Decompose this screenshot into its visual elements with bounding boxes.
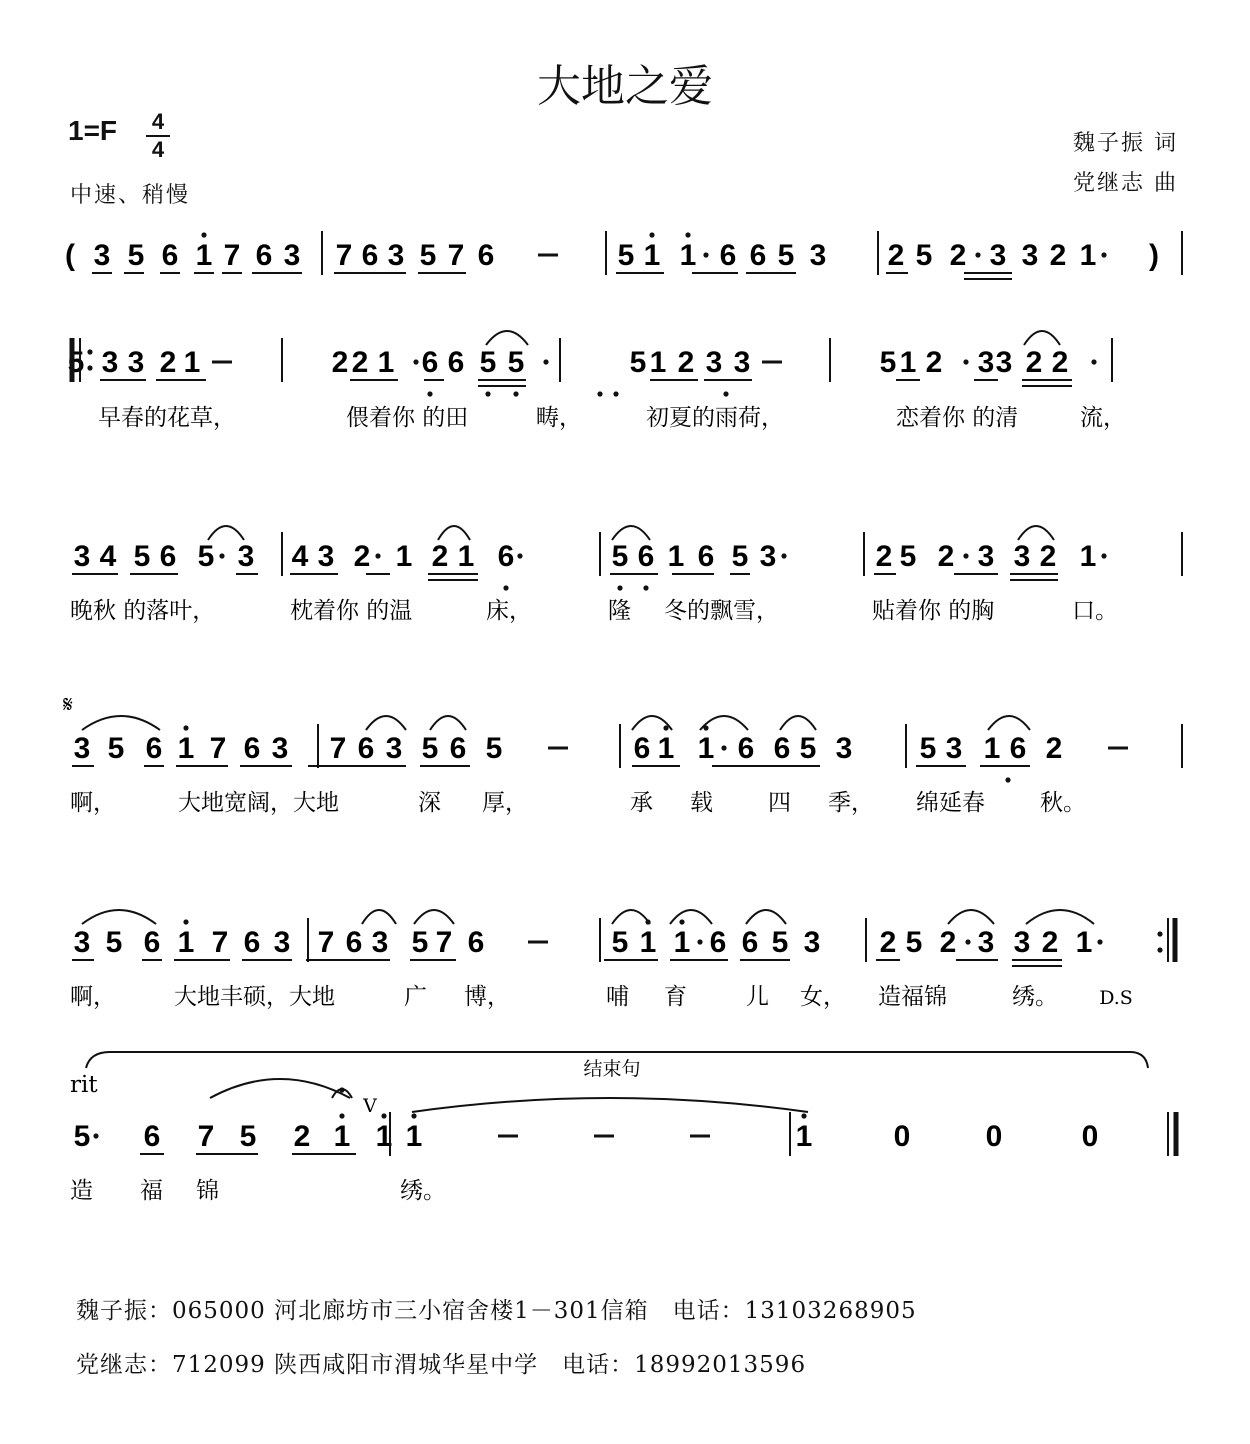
note: 5: [479, 346, 497, 379]
note: 6: [497, 540, 515, 573]
note-high-1: 1: [177, 926, 195, 959]
note: 2: [293, 1120, 311, 1153]
note: 1: [183, 346, 201, 379]
note: 7: [211, 926, 229, 959]
note: 5: [419, 239, 437, 272]
note: 6: [447, 346, 465, 379]
note: 5: [915, 239, 933, 272]
octave-dot-above: [649, 232, 654, 237]
note: 3: [759, 540, 777, 573]
note: 5: [507, 346, 525, 379]
lyric: 大地宽阔，大地: [178, 790, 339, 816]
note: 3: [995, 346, 1013, 379]
note: 3: [387, 239, 405, 272]
note: 5: [799, 732, 817, 765]
note: 2: [1051, 346, 1069, 379]
slur: [438, 526, 470, 540]
note-high-1: 1: [795, 1120, 813, 1153]
ds-marking: D.S: [1099, 987, 1133, 1009]
note: 2: [1025, 346, 1043, 379]
lyric: 绣。: [1012, 984, 1058, 1010]
note: 2: [949, 239, 967, 272]
slur: [82, 910, 156, 924]
note: 3: [1013, 540, 1031, 573]
note: 5: [107, 732, 125, 765]
slur: [612, 910, 650, 924]
paren: (: [65, 239, 75, 272]
note: 5: [67, 346, 85, 379]
lyric: 深: [418, 790, 441, 816]
time-signature-top: 4: [151, 109, 165, 134]
note: 6: [773, 732, 791, 765]
note: 2: [1041, 926, 1059, 959]
note: 2: [1049, 239, 1067, 272]
slur: [414, 910, 454, 924]
note: 6: [161, 239, 179, 272]
note: 5: [905, 926, 923, 959]
note: 3: [271, 732, 289, 765]
slur: [362, 910, 396, 924]
note-high-1: 1: [639, 926, 657, 959]
note: 3: [273, 926, 291, 959]
note: 6: [697, 540, 715, 573]
augmentation-dot: [963, 359, 968, 364]
note: 3: [977, 926, 995, 959]
lyric: 厚，: [482, 790, 528, 816]
octave-dot-above: [183, 725, 188, 730]
note: 2: [159, 346, 177, 379]
slur: [1018, 526, 1054, 540]
slur: [486, 331, 528, 345]
augmentation-dot: [517, 553, 522, 558]
octave-dot-above: [679, 919, 684, 924]
note: 3: [989, 239, 1007, 272]
augmentation-dot: [219, 553, 224, 558]
note: 6: [741, 926, 759, 959]
note: 5: [485, 732, 503, 765]
lyric: 绵延春: [916, 790, 985, 816]
slur: [670, 910, 712, 924]
note: 2: [677, 346, 695, 379]
note: 5: [629, 346, 647, 379]
octave-dot-below: [613, 391, 618, 396]
augmentation-dot: [703, 252, 708, 257]
lyric: 绣。: [400, 1178, 446, 1204]
octave-dot-above: [339, 1113, 344, 1118]
note: 7: [209, 732, 227, 765]
slur: [430, 716, 466, 730]
lyric: 造: [70, 1178, 93, 1204]
lyric: 啊，: [70, 790, 116, 816]
note: 3: [237, 540, 255, 573]
slur: [366, 716, 406, 730]
lyric: 冬的飘雪，: [664, 598, 779, 624]
augmentation-dot: [1101, 553, 1106, 558]
note: 6: [345, 926, 363, 959]
lyric: 育: [664, 984, 687, 1010]
lyric: 博，: [464, 984, 510, 1010]
note-high-1: 1: [697, 732, 715, 765]
lyric: 福: [140, 1178, 163, 1204]
tempo-marking: 中速、稍慢: [70, 183, 191, 208]
augmentation-dot: [93, 1133, 98, 1138]
note: 1: [983, 732, 1001, 765]
lyric: 载: [690, 790, 713, 816]
slur: [210, 1079, 350, 1098]
octave-dot-below: [485, 391, 490, 396]
breath-mark: V: [363, 1095, 377, 1117]
note-high-1: 1: [657, 732, 675, 765]
note: 6: [243, 732, 261, 765]
lyric: 床，: [486, 598, 532, 624]
note: 7: [317, 926, 335, 959]
note: 3: [705, 346, 723, 379]
note: 1: [899, 346, 917, 379]
lyric: 晚秋 的落叶，: [70, 598, 216, 624]
note: 5: [127, 239, 145, 272]
octave-dot-below: [513, 391, 518, 396]
note: 7: [329, 732, 347, 765]
lyric: 早春的花草，: [98, 405, 236, 431]
note: 2: [1045, 732, 1063, 765]
note: 3: [835, 732, 853, 765]
note: 4: [291, 540, 309, 573]
note: 2: [1039, 540, 1057, 573]
note: 3: [371, 926, 389, 959]
note-high-1: 1: [643, 239, 661, 272]
note: 3: [945, 732, 963, 765]
note: 5: [611, 540, 629, 573]
augmentation-dot: [697, 939, 702, 944]
note: 3: [283, 239, 301, 272]
octave-dot-above: [411, 1113, 416, 1118]
note: 3: [73, 732, 91, 765]
augmentation-dot: [413, 359, 418, 364]
note: 5: [731, 540, 749, 573]
note: 5: [133, 540, 151, 573]
lyric: 啊，: [70, 984, 116, 1010]
composer-credit: 党继志 曲: [1073, 171, 1178, 196]
note: 5: [105, 926, 123, 959]
octave-dot-above: [201, 232, 206, 237]
octave-dot-below: [503, 585, 508, 590]
repeat-dot: [1157, 947, 1162, 952]
augmentation-dot: [1101, 252, 1106, 257]
note: 0: [1081, 1120, 1099, 1153]
note: 5: [919, 732, 937, 765]
note: 6: [749, 239, 767, 272]
note: 5: [617, 239, 635, 272]
slur: [948, 910, 994, 924]
note-high-1: 1: [375, 1120, 393, 1153]
note: 5: [899, 540, 917, 573]
note: 3: [73, 926, 91, 959]
note: 5: [411, 926, 429, 959]
note: 6: [737, 732, 755, 765]
note: 3: [101, 346, 119, 379]
slur: [1026, 910, 1094, 924]
segno-sign: 𝄋: [63, 692, 73, 718]
note: 6: [709, 926, 727, 959]
note: 6: [159, 540, 177, 573]
lyric: 偎着你 的田: [346, 405, 469, 431]
note: 3: [127, 346, 145, 379]
augmentation-dot: [963, 553, 968, 558]
lyric: 锦: [196, 1178, 219, 1204]
octave-dot-below: [617, 585, 622, 590]
slur: [988, 716, 1030, 730]
lyric: 秋。: [1040, 790, 1086, 816]
lyric: 大地丰硕，大地: [174, 984, 335, 1010]
note: 4: [99, 540, 117, 573]
note: 2: [351, 346, 369, 379]
note: 6: [361, 239, 379, 272]
note: 2: [925, 346, 943, 379]
octave-dot-below: [1005, 777, 1010, 782]
note: 6: [467, 926, 485, 959]
note: 6: [145, 732, 163, 765]
note-high-1: 1: [673, 926, 691, 959]
note: 3: [385, 732, 403, 765]
key-signature: 1=F: [68, 115, 118, 146]
note: 2: [331, 346, 349, 379]
note: 6: [255, 239, 273, 272]
octave-dot-below: [427, 391, 432, 396]
note: 1: [395, 540, 413, 573]
note: 3: [803, 926, 821, 959]
lyric: 恋着你 的清: [896, 405, 1019, 431]
augmentation-dot: [375, 553, 380, 558]
note: 1: [1079, 540, 1097, 573]
lyric: 儿: [746, 984, 769, 1010]
note: 3: [809, 239, 827, 272]
octave-dot-above: [381, 1113, 386, 1118]
note: 7: [335, 239, 353, 272]
lyric: 哺: [606, 984, 629, 1010]
note: 6: [719, 239, 737, 272]
time-signature-bottom: 4: [151, 137, 165, 162]
slur: [82, 716, 160, 730]
lyric: 贴着你 的胸: [872, 598, 995, 624]
ending-label: 结束句: [583, 1058, 641, 1080]
note: 5: [197, 540, 215, 573]
lyric: 季，: [828, 790, 874, 816]
augmentation-dot: [1091, 359, 1096, 364]
lyric: 广: [404, 984, 427, 1010]
octave-dot-below: [643, 585, 648, 590]
lyric: 造福锦: [878, 984, 947, 1010]
octave-dot-below: [597, 391, 602, 396]
note: 5: [421, 732, 439, 765]
note: 2: [937, 540, 955, 573]
note: 6: [1009, 732, 1027, 765]
contact-lyricist: 魏子振：065000 河北廊坊市三小宿舍楼1－301信箱 电话：13103268905: [76, 1298, 917, 1324]
octave-dot-above: [801, 1113, 806, 1118]
repeat-dot: [87, 349, 92, 354]
page-title: 大地之爱: [537, 61, 713, 112]
paren: ): [1149, 239, 1159, 272]
note: 3: [977, 346, 995, 379]
augmentation-dot: [781, 553, 786, 558]
note: 0: [893, 1120, 911, 1153]
slur: [780, 716, 816, 730]
note: 3: [73, 540, 91, 573]
note: 5: [73, 1120, 91, 1153]
note: 2: [879, 926, 897, 959]
note: 5: [771, 926, 789, 959]
repeat-dot: [87, 365, 92, 370]
note-high-1: 1: [679, 239, 697, 272]
repeat-dot: [1157, 931, 1162, 936]
augmentation-dot: [965, 939, 970, 944]
note-high-1: 1: [177, 732, 195, 765]
octave-dot-above: [685, 232, 690, 237]
note: 7: [435, 926, 453, 959]
note-high-1: 1: [195, 239, 213, 272]
note: 3: [1021, 239, 1039, 272]
note: 6: [143, 1120, 161, 1153]
note: 6: [477, 239, 495, 272]
note: 3: [733, 346, 751, 379]
octave-dot-above: [183, 919, 188, 924]
slur: [208, 526, 244, 540]
lyric: 女，: [800, 984, 846, 1010]
note: 6: [143, 926, 161, 959]
note: 6: [357, 732, 375, 765]
note: 1: [1079, 239, 1097, 272]
note: 1: [649, 346, 667, 379]
note: 3: [93, 239, 111, 272]
note: 0: [985, 1120, 1003, 1153]
lyric: 流，: [1080, 405, 1126, 431]
note: 6: [633, 732, 651, 765]
lyric: 初夏的雨荷，: [646, 405, 784, 431]
augmentation-dot: [975, 252, 980, 257]
augmentation-dot: [1097, 939, 1102, 944]
note: 2: [353, 540, 371, 573]
note: 6: [243, 926, 261, 959]
note: 7: [197, 1120, 215, 1153]
lyric: 枕着你 的温: [290, 598, 413, 624]
note: 1: [1075, 926, 1093, 959]
contact-composer: 党继志：712099 陕西咸阳市渭城华星中学 电话：18992013596: [76, 1352, 807, 1378]
note: 5: [777, 239, 795, 272]
note: 3: [977, 540, 995, 573]
slur: [612, 526, 650, 540]
note: 6: [449, 732, 467, 765]
note: 2: [875, 540, 893, 573]
augmentation-dot: [543, 359, 548, 364]
note: 7: [447, 239, 465, 272]
slur: [746, 910, 786, 924]
rit-marking: rit: [70, 1072, 98, 1098]
tie: [412, 1098, 808, 1112]
note: 7: [223, 239, 241, 272]
lyric: 隆: [608, 598, 631, 624]
note: 1: [457, 540, 475, 573]
lyric: 口。: [1072, 598, 1118, 624]
lyricist-credit: 魏子振 词: [1073, 131, 1178, 156]
lyric: 畴，: [536, 405, 582, 431]
note: 2: [431, 540, 449, 573]
note: 2: [939, 926, 957, 959]
note: 6: [421, 346, 439, 379]
note: 3: [1013, 926, 1031, 959]
note: 3: [317, 540, 335, 573]
note: 1: [667, 540, 685, 573]
fermata-dot: [339, 1087, 344, 1092]
note: 5: [239, 1120, 257, 1153]
octave-dot-below: [723, 391, 728, 396]
note: 2: [887, 239, 905, 272]
note: 5: [879, 346, 897, 379]
note: 1: [377, 346, 395, 379]
note-high-1: 1: [405, 1120, 423, 1153]
lyric: 承: [630, 790, 653, 816]
note: 5: [611, 926, 629, 959]
note-high-1: 1: [333, 1120, 351, 1153]
lyric: 四: [768, 790, 791, 816]
slur: [1024, 331, 1060, 345]
augmentation-dot: [721, 745, 726, 750]
note: 6: [637, 540, 655, 573]
